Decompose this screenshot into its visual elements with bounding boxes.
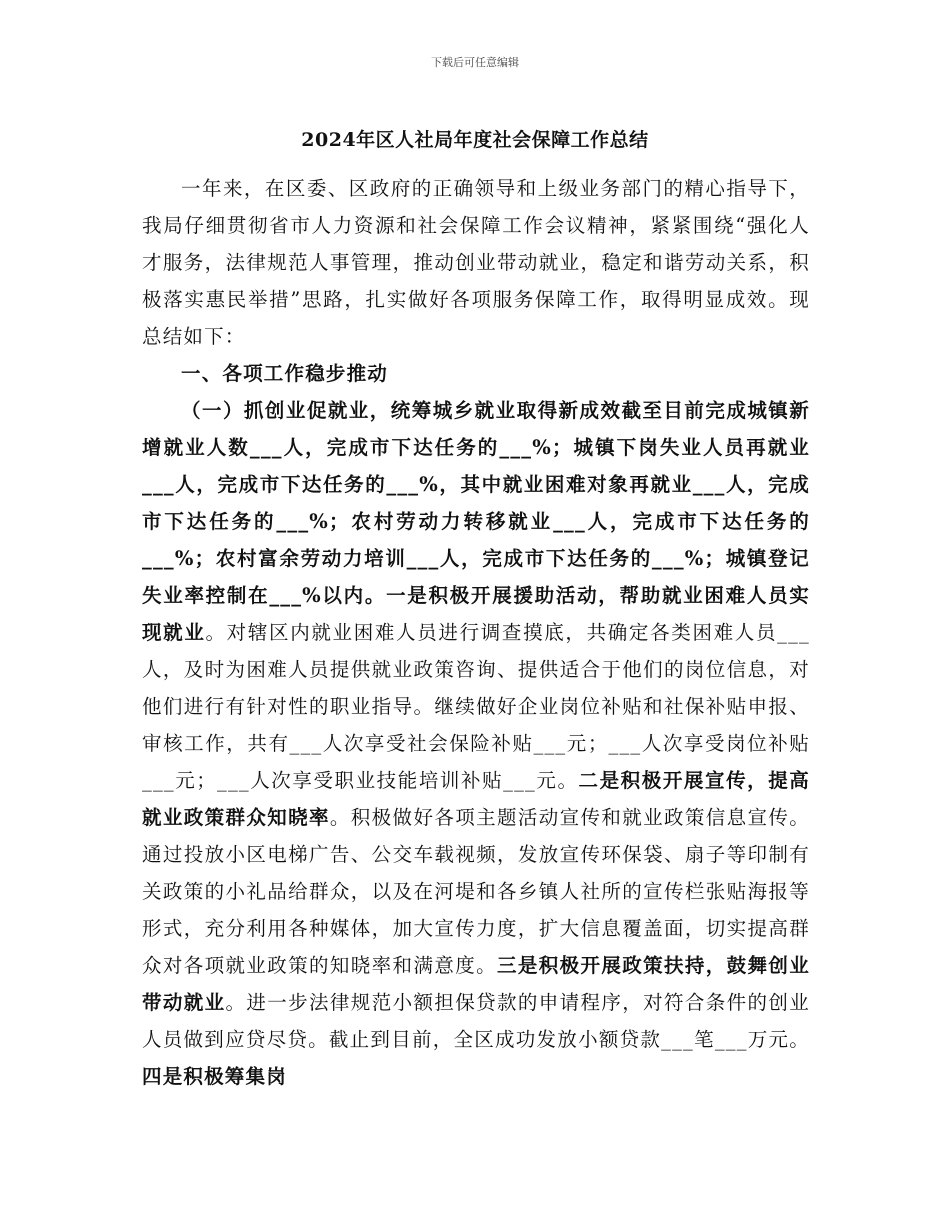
section-heading: 一、各项工作稳步推动 (181, 362, 389, 385)
bold-lead-text: （一）抓创业促就业，统筹城乡就业取得新成效截至目前完成城镇新增就业人数___人，完成市下达任务的___%；城镇下岗失业人员再就业___人，完成市下达任务的___%，其中就业困难对象再就业___人，完成市下达任务的___%；农村劳动力转移就业___人，完成市下达任务的___%；农村富余劳动力培训___人，完成市下达任务的___%；城镇登记失业率控制在___%以内。一是积极开展援助活动，帮助就业困难人员实现就业 (142, 399, 810, 644)
document-title: 2024年区人社局年度社会保障工作总结 (301, 129, 649, 151)
bold-text-d: 四是积极筹集岗 (142, 1065, 287, 1088)
header-note: 下载后可任意编辑 (431, 56, 519, 69)
body-text-c: 。进一步法律规范小额担保贷款的申请程序，对符合条件的创业人员做到应贷尽贷。截止到目前，全区成功发放小额贷款___笔___万元。 (142, 991, 810, 1051)
body-text-a: 。对辖区内就业困难人员进行调查摸底，共确定各类困难人员___人，及时为困难人员提供就业政策咨询、提供适合于他们的岗位信息，对他们进行有针对性的职业指导。继续做好企业岗位补贴和社保补贴申报、审核工作，共有___人次享受社会保险补贴___元；___人次享受岗位补贴___元；___人次享受职业技能培训补贴___元。 (142, 621, 810, 792)
bold-text-b: 二是积极开展宣传，提高就业政策群众知晓率 (142, 769, 810, 829)
body-text-b: 。积极做好各项主题活动宣传和就业政策信息宣传。通过投放小区电梯广告、公交车载视频，发放宣传环保袋、扇子等印制有关政策的小礼品给群众，以及在河堤和各乡镇人社所的宣传栏张贴海报等形式，充分利用各种媒体，加大宣传力度，扩大信息覆盖面，切实提高群众对各项就业政策的知晓率和满意度。 (142, 806, 810, 977)
section1-paragraph (142, 392, 810, 1095)
document-body (142, 170, 810, 1095)
bold-text-c: 三是积极开展政策扶持，鼓舞创业带动就业 (142, 954, 810, 1014)
intro-paragraph: 一年来，在区委、区政府的正确领导和上级业务部门的精心指导下，我局仔细贯彻省市人力资源和社会保障工作会议精神，紧紧围绕“强化人才服务，法律规范人事管理，推动创业带动就业，稳定和谐劳动关系，积极落实惠民举措”思路，扎实做好各项服务保障工作，取得明显成效。现总结如下： (142, 177, 810, 348)
